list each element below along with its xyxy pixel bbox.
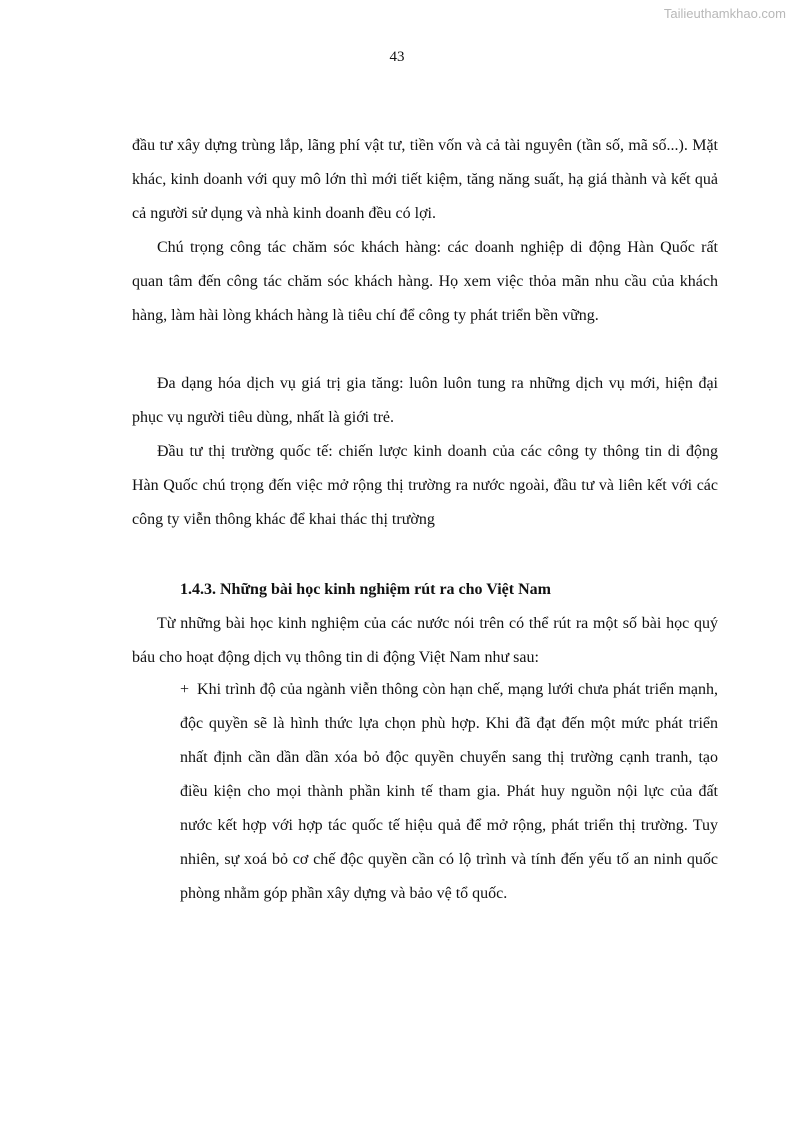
bullet-item [180,673,718,911]
paragraph-customer-care: Chú trọng công tác chăm sóc khách hàng: các doanh nghiệp di động Hàn Quốc rất quan tâm đến công tác chăm sóc khách hàng. Họ xem việc thỏa mãn nhu cầu của khách hàng, làm hài lòng khách hàng là tiêu chí để công ty phát triển bền vững. [132,239,718,324]
bullet-mark: + [180,681,190,698]
page-number: 43 [389,49,405,65]
paragraph-international-investment: Đầu tư thị trường quốc tế: chiến lược kinh doanh của các công ty thông tin di động Hàn Quốc chú trọng đến việc mở rộng thị trường ra nước ngoài, đầu tư và liên kết với các công ty viễn thông khác để khai thác thị trường [132,443,718,528]
section-intro: Từ những bài học kinh nghiệm của các nước nói trên có thể rút ra một số bài học quý báu cho hoạt động dịch vụ thông tin di động Việt Nam như sau: [132,615,718,666]
paragraph-value-added-services: Đa dạng hóa dịch vụ giá trị gia tăng: luôn luôn tung ra những dịch vụ mới, hiện đại phục vụ người tiêu dùng, nhất là giới trẻ. [132,375,718,426]
section-heading: 1.4.3. Những bài học kinh nghiệm rút ra cho Việt Nam [180,581,551,598]
bullet-text: Khi trình độ của ngành viễn thông còn hạn chế, mạng lưới chưa phát triển mạnh, độc quyền sẽ là hình thức lựa chọn phù hợp. Khi đã đạt đến một mức phát triển nhất định cần dần dần xóa bỏ độc quyền chuyển sang thị trường cạnh tranh, tạo điều kiện cho mọi thành phần kinh tế tham gia. Phát huy nguồn nội lực của đất nước kết hợp với hợp tác quốc tế hiệu quả để mở rộng, phát triển thị trường. Tuy nhiên, sự xoá bỏ cơ chế độc quyền cần có lộ trình và tính đến yếu tố an ninh quốc phòng nhằm góp phần xây dựng và bảo vệ tổ quốc. [180,681,718,902]
watermark: Tailieuthamkhao.com [663,6,786,21]
paragraph-continuation: đầu tư xây dựng trùng lắp, lãng phí vật tư, tiền vốn và cả tài nguyên (tần số, mã số...). Mặt khác, kinh doanh với quy mô lớn thì mới tiết kiệm, tăng năng suất, hạ giá thành và kết quả cả người sử dụng và nhà kinh doanh đều có lợi. [132,137,718,222]
